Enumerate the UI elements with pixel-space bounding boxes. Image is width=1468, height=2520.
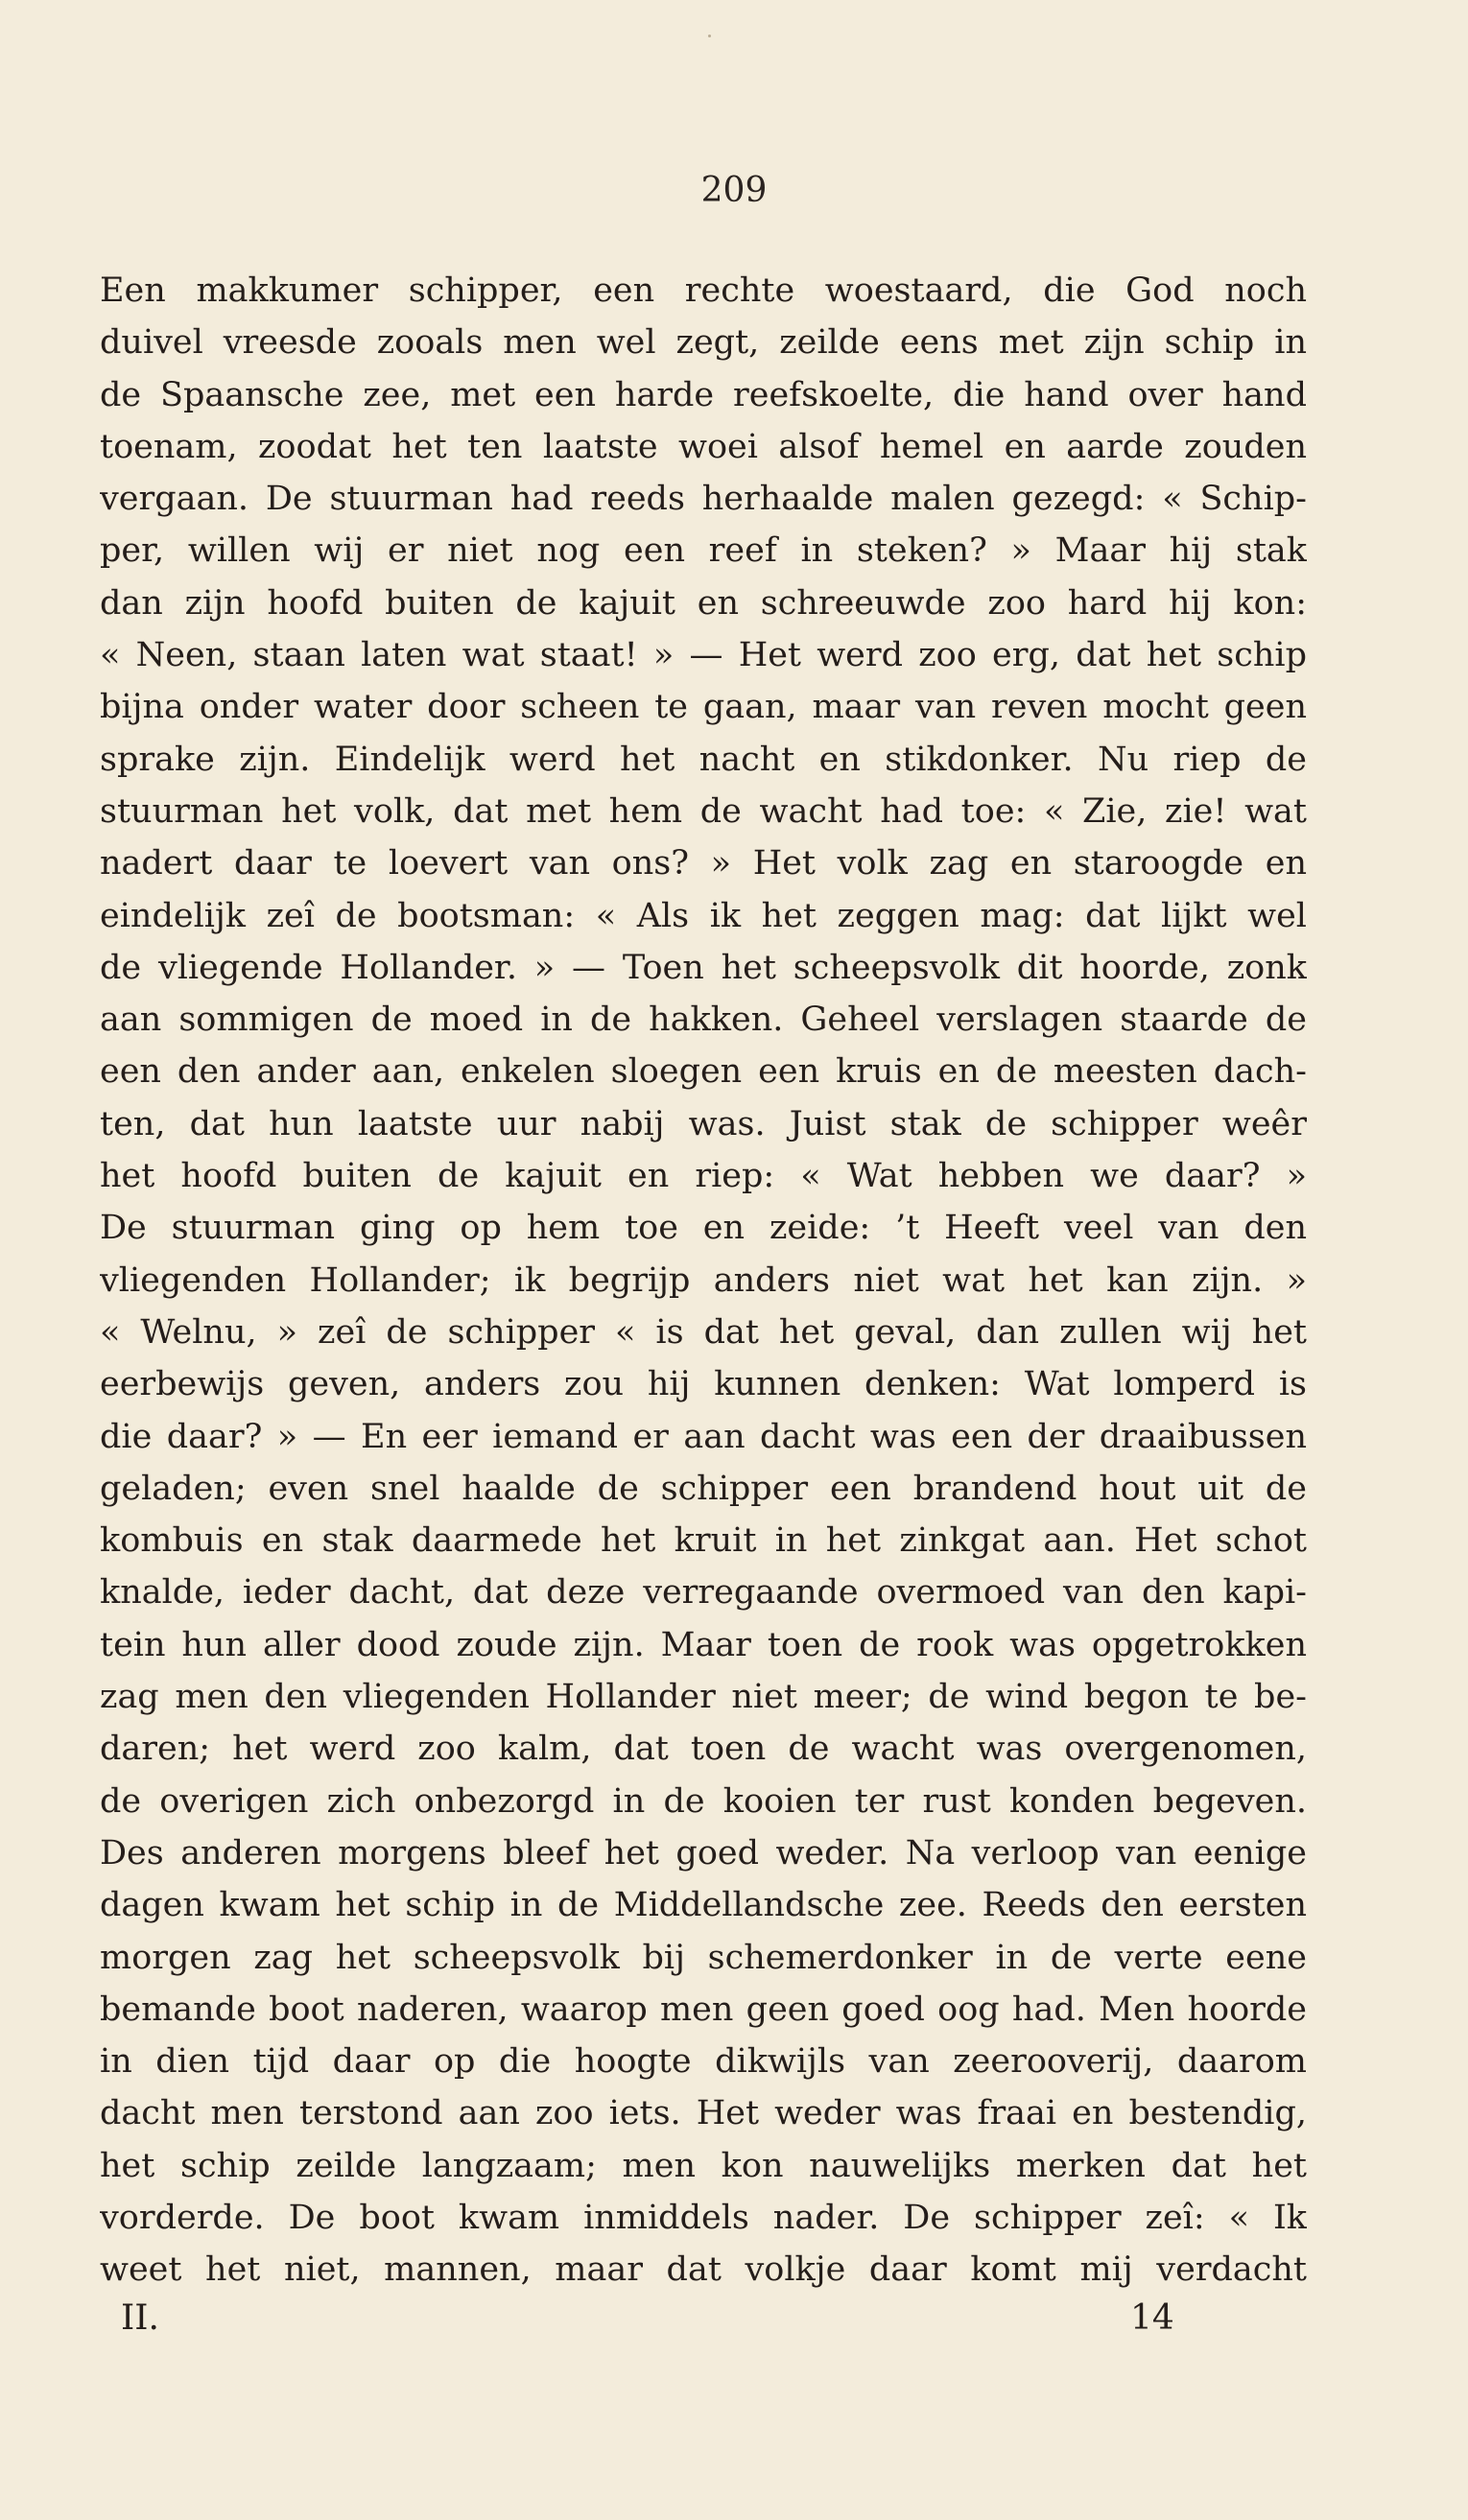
text-line: eerbewijs geven, anders zou hij kunnen denken: Wat lomperd is: [100, 1365, 1307, 1404]
text-line: dagen kwam het schip in de Middellandsche zee. Reeds den eersten: [100, 1886, 1307, 1925]
text-line: tein hun aller dood zoude zijn. Maar toen de rook was opgetrokken: [100, 1625, 1307, 1664]
body-text: [100, 265, 1307, 2296]
text-line: bemande boot naderen, waarop men geen goed oog had. Men hoorde: [100, 1990, 1307, 2029]
page-number: 209: [700, 171, 768, 210]
text-line: de vliegende Hollander. » — Toen het scheepsvolk dit hoorde, zonk: [100, 948, 1307, 987]
text-line: dacht men terstond aan zoo iets. Het weder was fraai en bestendig,: [100, 2094, 1307, 2133]
text-line: geladen; even snel haalde de schipper een brandend hout uit de: [100, 1469, 1307, 1508]
text-line: knalde, ieder dacht, dat deze verregaande overmoed van den kapi-: [100, 1573, 1307, 1613]
text-line: daren; het werd zoo kalm, dat toen de wacht was overgenomen,: [100, 1730, 1307, 1769]
sheet-number: 14: [1130, 2298, 1174, 2338]
signature-mark: II.: [121, 2298, 159, 2338]
text-line: nadert daar te loevert van ons? » Het volk zag en staroogde en: [100, 844, 1307, 883]
text-line: toenam, zoodat het ten laatste woei alsof hemel en aarde zouden: [100, 427, 1307, 466]
text-line: vliegenden Hollander; ik begrijp anders niet wat het kan zijn. »: [100, 1260, 1307, 1300]
text-line: Des anderen morgens bleef het goed weder. Na verloop van eenige: [100, 1833, 1307, 1872]
text-line: bijna onder water door scheen te gaan, maar van reven mocht geen: [100, 688, 1307, 727]
text-line: aan sommigen de moed in de hakken. Geheel verslagen staarde de: [100, 1001, 1307, 1040]
text-line: De stuurman ging op hem toe en zeide: ’t Heeft veel van den: [100, 1209, 1307, 1248]
text-line: eindelijk zeî de bootsman: « Als ik het zeggen mag: dat lijkt wel: [100, 896, 1307, 935]
text-line: die daar? » — En eer iemand er aan dacht was een der draaibussen: [100, 1417, 1307, 1456]
text-line: « Welnu, » zeî de schipper « is dat het geval, dan zullen wij het: [100, 1312, 1307, 1352]
text-line: het schip zeilde langzaam; men kon nauwelijks merken dat het: [100, 2146, 1307, 2185]
text-line: duivel vreesde zooals men wel zegt, zeilde eens met zijn schip in: [100, 323, 1307, 363]
text-line: de Spaansche zee, met een harde reefskoelte, die hand over hand: [100, 375, 1307, 414]
text-line: het hoofd buiten de kajuit en riep: « Wat hebben we daar? »: [100, 1157, 1307, 1196]
text-line: Een makkumer schipper, een rechte woestaard, die God noch: [100, 271, 1307, 310]
text-line: een den ander aan, enkelen sloegen een kruis en de meesten dach-: [100, 1052, 1307, 1092]
text-line: weet het niet, mannen, maar dat volkje daar komt mij verdacht: [100, 2250, 1307, 2290]
text-line: kombuis en stak daarmede het kruit in het zinkgat aan. Het schot: [100, 1521, 1307, 1561]
text-line: stuurman het volk, dat met hem de wacht had toe: « Zie, zie! wat: [100, 791, 1307, 831]
text-line: de overigen zich onbezorgd in de kooien ter rust konden begeven.: [100, 1781, 1307, 1821]
text-line: vergaan. De stuurman had reeds herhaalde malen gezegd: « Schip-: [100, 480, 1307, 519]
text-line: dan zijn hoofd buiten de kajuit en schreeuwde zoo hard hij kon:: [100, 583, 1307, 623]
text-line: ten, dat hun laatste uur nabij was. Juist stak de schipper weêr: [100, 1104, 1307, 1143]
text-line: « Neen, staan laten wat staat! » — Het werd zoo erg, dat het schip: [100, 636, 1307, 675]
text-line: zag men den vliegenden Hollander niet meer; de wind begon te be-: [100, 1678, 1307, 1717]
text-line: sprake zijn. Eindelijk werd het nacht en stikdonker. Nu riep de: [100, 740, 1307, 779]
text-line: in dien tijd daar op die hoogte dikwijls van zeerooverij, daarom: [100, 2042, 1307, 2082]
paper-speck: [708, 35, 711, 37]
text-line: vorderde. De boot kwam inmiddels nader. De schipper zeî: « Ik: [100, 2198, 1307, 2237]
text-line: morgen zag het scheepsvolk bij schemerdonker in de verte eene: [100, 1938, 1307, 1977]
text-line: per, willen wij er niet nog een reef in steken? » Maar hij stak: [100, 531, 1307, 571]
